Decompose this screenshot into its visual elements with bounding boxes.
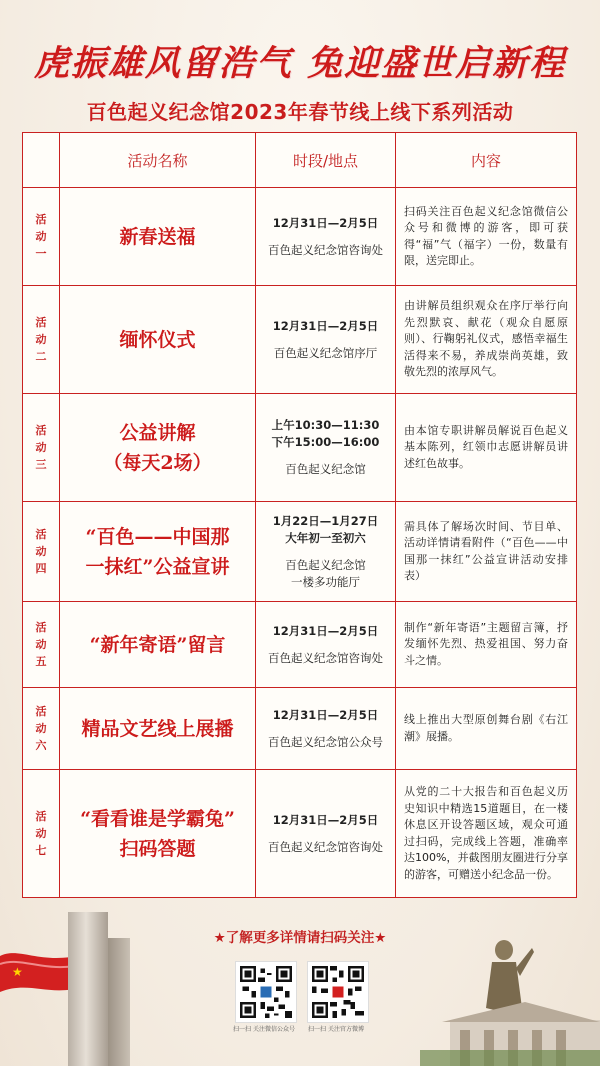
header-activity-name: 活动名称 <box>60 133 256 188</box>
activity-index-char: 动 <box>35 230 47 243</box>
activity-index-char: 六 <box>35 739 47 752</box>
activity-name-line: “百色——中国那 <box>85 525 230 548</box>
activity-name-line: 新春送福 <box>119 225 196 248</box>
table-row <box>23 502 577 602</box>
activity-name-line: 精品文艺线上展播 <box>81 717 234 740</box>
activity-time-place-cell <box>256 688 396 770</box>
activity-name-line: “新年寄语”留言 <box>89 633 226 656</box>
activity-name-cell <box>60 688 256 770</box>
svg-text:★: ★ <box>12 965 23 979</box>
activity-index-char: 动 <box>35 722 47 735</box>
activity-place-line: 百色起义纪念馆序厅 <box>273 345 378 360</box>
activity-place-line: 百色起义纪念馆咨询处 <box>268 242 383 257</box>
weibo-qr-code[interactable] <box>308 962 368 1022</box>
table-row <box>23 770 577 898</box>
activity-name-cell <box>60 286 256 394</box>
activity-index-cell <box>23 688 60 770</box>
activity-index-char: 三 <box>35 458 47 471</box>
wechat-qr-code[interactable] <box>236 962 296 1022</box>
activity-index-char: 二 <box>35 350 47 363</box>
activity-time-place-cell <box>256 602 396 688</box>
activity-description: 制作“新年寄语”主题留言簿，抒发缅怀先烈、热爱祖国、努力奋斗之情。 <box>396 602 577 688</box>
activity-index-char: 一 <box>35 247 47 260</box>
header-time-place: 时段/地点 <box>256 133 396 188</box>
activity-index-char: 活 <box>35 424 47 437</box>
activity-time: 12月31日—2月5日 <box>272 812 379 827</box>
activity-place-line: 百色起义纪念馆 <box>285 462 366 476</box>
weibo-qr-caption: 扫一扫 关注官方微博 <box>308 1026 364 1033</box>
activity-description: 扫码关注百色起义纪念馆微信公众号和微博的游客，即可获得“福”气（福字）一份，数量有限，送完即止。 <box>396 188 577 286</box>
activity-name-cell <box>60 602 256 688</box>
activity-time: 12月31日—2月5日 <box>272 707 379 722</box>
activity-index-cell <box>23 770 60 898</box>
activity-index-cell <box>23 188 60 286</box>
activity-place-line: 百色起义纪念馆咨询处 <box>268 650 383 665</box>
activity-name-line: （每天2场） <box>103 451 212 474</box>
activity-index-char: 动 <box>35 441 47 454</box>
activity-time-place-cell <box>256 286 396 394</box>
activity-name-cell <box>60 394 256 502</box>
monument-side-illustration <box>108 938 130 1066</box>
header-content: 内容 <box>396 133 577 188</box>
activity-time: 12月31日—2月5日 <box>272 215 379 230</box>
activity-time: 12月31日—2月5日 <box>272 318 379 333</box>
activity-place-line: 一楼多功能厅 <box>291 574 360 589</box>
activity-name-line: 缅怀仪式 <box>119 328 196 351</box>
activity-name-line: 公益讲解 <box>119 421 196 444</box>
activity-index-cell <box>23 602 60 688</box>
activity-time-place-cell <box>256 770 396 898</box>
activity-index-char: 动 <box>35 545 47 558</box>
activity-time-place-cell <box>256 188 396 286</box>
activity-index-char: 动 <box>35 333 47 346</box>
activity-index-char: 活 <box>35 705 47 718</box>
activity-index-char: 活 <box>35 213 47 226</box>
table-body <box>23 188 577 898</box>
activity-time: 1月22日—1月27日 <box>272 513 379 528</box>
table-row <box>23 688 577 770</box>
activity-place-line: 百色起义纪念馆 <box>285 557 366 572</box>
activity-name-cell <box>60 770 256 898</box>
event-subtitle: 百色起义纪念馆2023年春节线上线下系列活动 <box>86 100 514 124</box>
activity-index-char: 活 <box>35 621 47 634</box>
activity-time-place-cell <box>256 502 396 602</box>
memorial-building-illustration <box>420 1000 600 1066</box>
activity-description: 需具体了解场次时间、节目单、活动详情请看附件（“百色——中国那一抹红”公益宣讲活动安排表） <box>396 502 577 602</box>
monument-illustration <box>68 912 108 1066</box>
activity-index-char: 五 <box>35 655 47 668</box>
wechat-qr-caption: 扫一扫 关注微信公众号 <box>233 1026 295 1033</box>
header-index <box>23 133 60 188</box>
table-row <box>23 602 577 688</box>
activity-index-char: 活 <box>35 316 47 329</box>
activity-schedule-table <box>22 132 577 898</box>
activity-name-cell <box>60 188 256 286</box>
table-header-row <box>23 133 577 188</box>
activity-index-char: 活 <box>35 810 47 823</box>
scan-qr-note: ★了解更多详情请扫码关注★ <box>213 930 387 946</box>
table-row <box>23 394 577 502</box>
table-row <box>23 286 577 394</box>
activity-index-char: 七 <box>35 844 47 857</box>
activity-time-line-2: 下午15:00—16:00 <box>271 435 380 449</box>
activity-index-cell <box>23 502 60 602</box>
activity-time: 12月31日—2月5日 <box>272 623 379 638</box>
activity-index-char: 动 <box>35 827 47 840</box>
activity-time-line-2: 大年初一至初六 <box>285 530 366 545</box>
activity-description: 由本馆专职讲解员解说百色起义基本陈列，红领巾志愿讲解员讲述红色故事。 <box>396 394 577 502</box>
slogan-title: 虎振雄风留浩气 兔迎盛世启新程 <box>33 43 567 84</box>
activity-index-char: 活 <box>35 528 47 541</box>
activity-index-char: 动 <box>35 638 47 651</box>
activity-index-cell <box>23 286 60 394</box>
activity-time-place-cell <box>256 394 396 502</box>
activity-place-line: 百色起义纪念馆咨询处 <box>268 839 383 854</box>
activity-description: 从党的二十大报告和百色起义历史知识中精选15道题目，在一楼休息区开设答题区域，观众可通过扫码，完成线上答题，准确率达100%，并截图朋友圈进行分享的游客，可赠送小纪念品一份。 <box>396 770 577 898</box>
activity-name-cell <box>60 502 256 602</box>
activity-name-line: 一抹红”公益宣讲 <box>85 555 230 578</box>
activity-index-cell <box>23 394 60 502</box>
activity-index-char: 四 <box>35 562 47 575</box>
table-row <box>23 188 577 286</box>
activity-place-line: 百色起义纪念馆公众号 <box>268 734 383 749</box>
activity-description: 由讲解员组织观众在序厅举行向先烈默哀、献花（观众自愿原则）、行鞠躬礼仪式，感悟幸福生活得来不易，养成崇尚英雄，致敬先烈的浓厚风气。 <box>396 286 577 394</box>
activity-name-line: “看看谁是学霸兔” <box>80 807 235 830</box>
activity-name-line: 扫码答题 <box>119 837 196 860</box>
activity-time: 上午10:30—11:30 <box>271 418 380 432</box>
activity-description: 线上推出大型原创舞台剧《右江潮》展播。 <box>396 688 577 770</box>
